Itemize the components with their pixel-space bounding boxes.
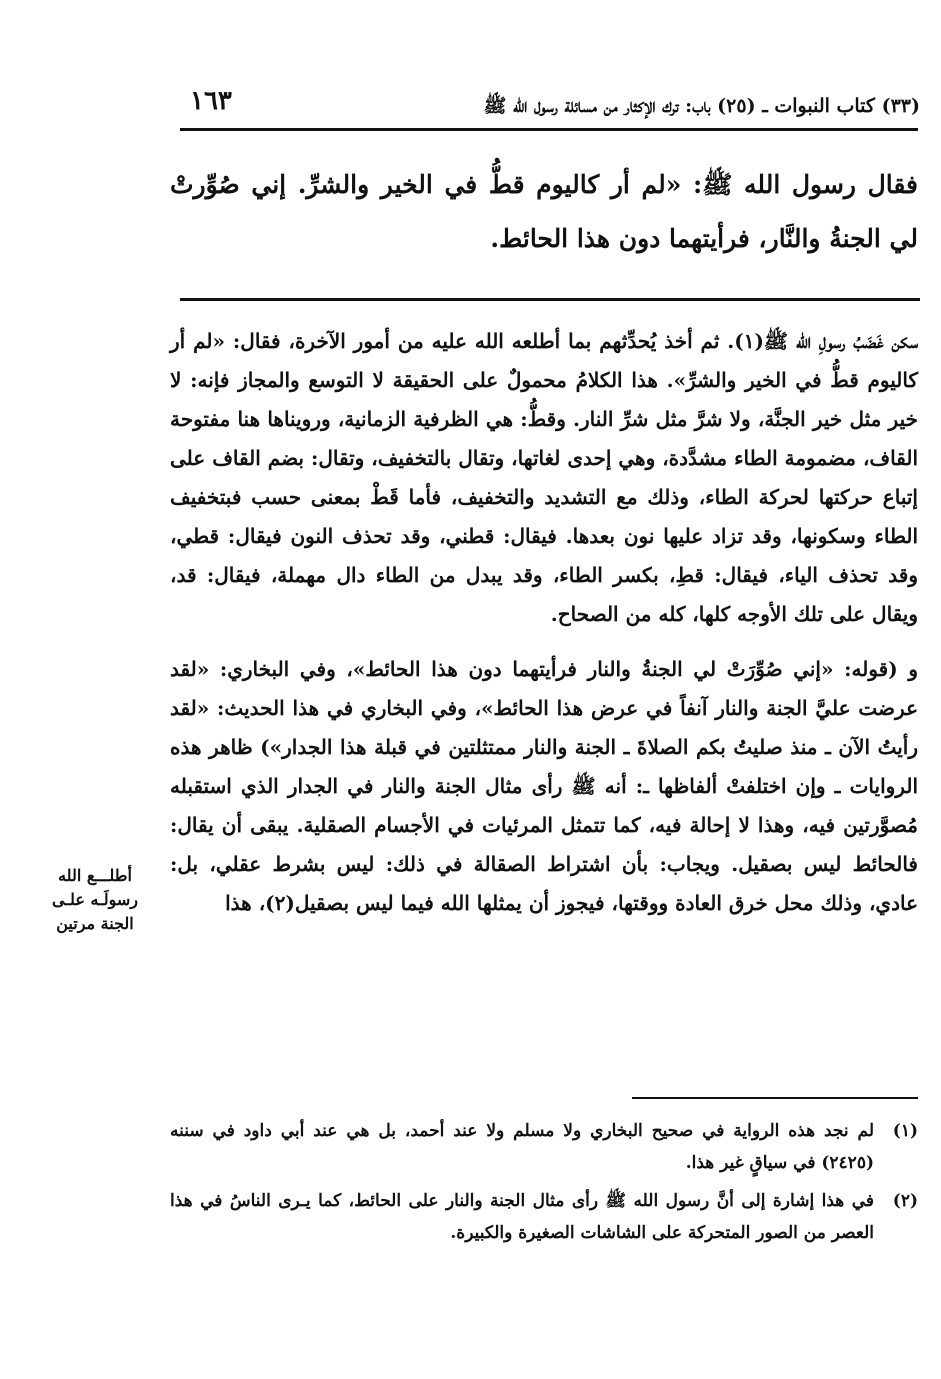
margin-note-line-3: الجنة مرتين (56, 914, 134, 933)
footnotes (170, 1115, 918, 1255)
margin-note-line-1: أطلـــع الله (58, 866, 132, 885)
footnote-rule (632, 1097, 918, 1099)
page-number: ١٦٣ (190, 86, 232, 116)
commentary (170, 322, 918, 923)
header-rule (180, 128, 918, 131)
footnote-text: في هذا إشارة إلى أنَّ رسول الله ﷺ رأى مثال الجنة والنار على الحائط، كما يـرى الناسُ في هذا العصر من الصور المتحركة على الشاشات الصغيرة والكبيرة. (170, 1191, 874, 1243)
footnote-marker: (١) (892, 1121, 918, 1141)
footnote-text: لم نجد هذه الرواية في صحيح البخاري ولا مسلم ولا عند أحمد، بل هي عند أبي داود في سننه (٢٤٢٥) في سياقٍ غير هذا. (170, 1121, 874, 1173)
commentary-paragraph-1: سكن غَضَبُ رسولِ الله ﷺ(١). ثم أخذ يُحدِّثهم بما أطلعه الله عليه من أمور الآخرة، فقال: «لم أر كاليوم قطُّ في الخير والشرِّ». هذا الكلامُ محمولٌ على الحقيقة لا التوسع والمجاز فإنه: لا خير مثل خير الجنَّة، ولا شرَّ مثل شرِّ النار. وقطُّ: هي الظرفية الزمانية، ورويناها هنا مفتوحة القاف، مضمومة الطاء مشدَّدة، وهي إحدى لغاتها، وتقال بالتخفيف، وتقال: بضم القاف على إتباع حركتها لحركة الطاء، وذلك مع التشديد والتخفيف، فأما قَطْ بمعنى حسب فبتخفيف الطاء وسكونها، وقد تزاد عليها نون بعدها. فيقال: قطني، وقد تحذف النون فيقال: قطي، وقد تحذف الياء، فيقال: قطِ، بكسر الطاء، وقد يبدل من الطاء دال مهملة، فيقال: قد، ويقال على تلك الأوجه كلها، كله من الصحاح. (170, 329, 918, 626)
running-title: (٣٣) كتاب النبوات ـ (٢٥) باب: ترك الإكثار من مسائلة رسول الله ﷺ (483, 95, 920, 117)
margin-note-line-2: رسولَـه علـى (52, 890, 138, 909)
footnote-1 (170, 1115, 918, 1179)
section-divider (180, 298, 920, 301)
hadith-text: فقال رسول الله ﷺ: «لم أر كاليوم قطُّ في الخير والشرِّ. إني صُوِّرتْ لي الجنةُ والنَّار، فرأيتهما دون هذا الحائط. (170, 170, 918, 253)
running-head (180, 86, 920, 126)
footnote-marker: (٢) (892, 1191, 918, 1211)
commentary-paragraph-2: و (قوله: «إني صُوِّرَتْ لي الجنةُ والنار فرأيتهما دون هذا الحائط»، وفي البخاري: «لقد عرضت عليَّ الجنة والنار آنفاً في عرض هذا الحائط»، وفي البخاري في هذا الحديث: «لقد رأيتُ الآن ـ منذ صليتُ بكم الصلاةَ ـ الجنة والنار ممتثلتين في قبلة هذا الجدار») ظاهر هذه الروايات ـ وإن اختلفتْ ألفاظها ـ: أنه ﷺ رأى مثال الجنة والنار في الجدار الذي استقبله مُصوَّرتين فيه، وهذا لا إحالة فيه، كما تتمثل المرئيات في الأجسام الصقلية. يبقى أن يقال: فالحائط ليس بصقيل. ويجاب: بأن اشتراط الصقالة في ذلك: ليس بشرط عقلي، بل: عادي، وذلك محل خرق العادة ووقتها، فيجوز أن يمثلها الله فيما ليس بصقيل(٢)، هذا (170, 657, 918, 915)
margin-note (30, 864, 160, 936)
footnote-2 (170, 1185, 918, 1249)
